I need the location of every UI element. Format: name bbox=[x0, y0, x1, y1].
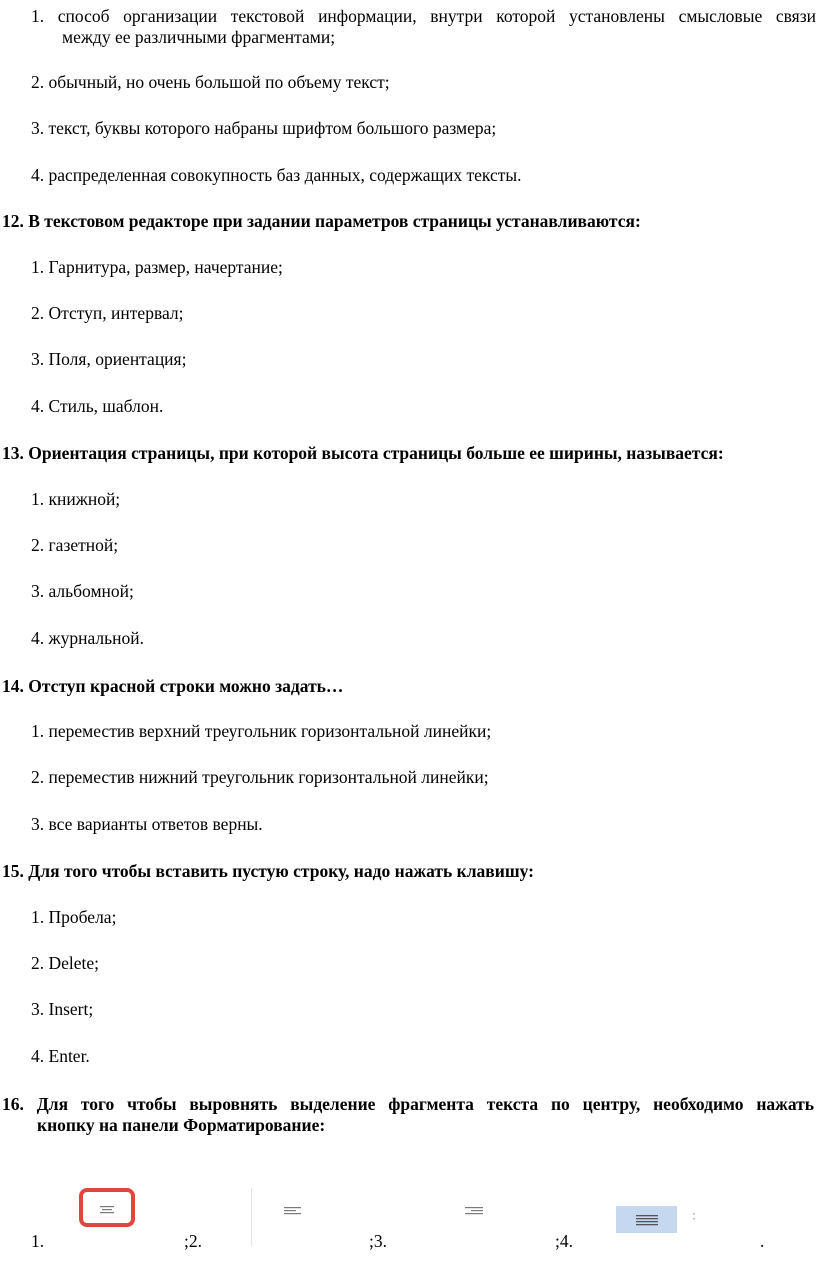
q15-answer-4: 4. Enter. bbox=[31, 1046, 90, 1066]
q16-question-line2: кнопку на панели Форматирование: bbox=[37, 1115, 326, 1135]
q14-answer-2: 2. переместив нижний треугольник горизонтальной линейки; bbox=[31, 767, 489, 787]
q15-answer-3: 3. Insert; bbox=[31, 999, 94, 1019]
q14-question: 14. Отступ красной строки можно задать… bbox=[2, 676, 344, 696]
align-left-icon bbox=[283, 1206, 303, 1218]
q15-answer-2: 2. Delete; bbox=[31, 953, 100, 973]
q12-answer-2: 2. Отступ, интервал; bbox=[31, 303, 184, 323]
align-right-icon bbox=[464, 1206, 484, 1218]
option-2-label: ;2. bbox=[184, 1231, 202, 1251]
q12-question: 12. В текстовом редакторе при задании параметров страницы устанавливаются: bbox=[2, 211, 641, 231]
q14-answer-3: 3. все варианты ответов верны. bbox=[31, 814, 263, 834]
q11-answer-4: 4. распределенная совокупность баз данных, содержащих тексты. bbox=[31, 165, 522, 185]
q13-answer-1: 1. книжной; bbox=[31, 489, 121, 509]
align-justify-icon bbox=[616, 1206, 677, 1233]
q12-answer-1: 1. Гарнитура, размер, начертание; bbox=[31, 257, 283, 277]
q11-answer-2: 2. обычный, но очень большой по объему текст; bbox=[31, 72, 390, 92]
q12-answer-4: 4. Стиль, шаблон. bbox=[31, 396, 164, 416]
end-label: . bbox=[760, 1231, 765, 1251]
q11-answer-3: 3. текст, буквы которого набраны шрифтом большого размера; bbox=[31, 118, 497, 138]
q16-question-line1: 16. Для того чтобы выровнять выделение фрагмента текста по центру, необходимо нажать bbox=[2, 1094, 814, 1114]
q14-answer-1: 1. переместив верхний треугольник горизонтальной линейки; bbox=[31, 721, 492, 741]
option-4-label: ;4. bbox=[555, 1231, 573, 1251]
align-center-icon bbox=[83, 1192, 131, 1223]
q11-answer-1-cont: между ее различными фрагментами; bbox=[62, 27, 336, 47]
q11-answer-1: 1. способ организации текстовой информации, внутри которой установлены смысловые связи bbox=[31, 6, 816, 26]
toolbar-edge-marks bbox=[692, 1212, 696, 1226]
toolbar-separator bbox=[251, 1188, 252, 1246]
q13-answer-2: 2. газетной; bbox=[31, 535, 119, 555]
q13-answer-4: 4. журнальной. bbox=[31, 628, 144, 648]
option-1-button[interactable] bbox=[79, 1188, 135, 1227]
option-3-button[interactable] bbox=[464, 1206, 484, 1218]
option-2-button[interactable] bbox=[283, 1206, 303, 1218]
q15-answer-1: 1. Пробела; bbox=[31, 907, 117, 927]
q12-answer-3: 3. Поля, ориентация; bbox=[31, 349, 187, 369]
option-3-label: ;3. bbox=[369, 1231, 387, 1251]
q15-question: 15. Для того чтобы вставить пустую строку, надо нажать клавишу: bbox=[2, 861, 534, 881]
q13-question: 13. Ориентация страницы, при которой высота страницы больше ее ширины, называется: bbox=[2, 443, 724, 463]
option-1-label: 1. bbox=[31, 1231, 45, 1251]
option-4-button[interactable] bbox=[616, 1206, 677, 1233]
q13-answer-3: 3. альбомной; bbox=[31, 581, 134, 601]
